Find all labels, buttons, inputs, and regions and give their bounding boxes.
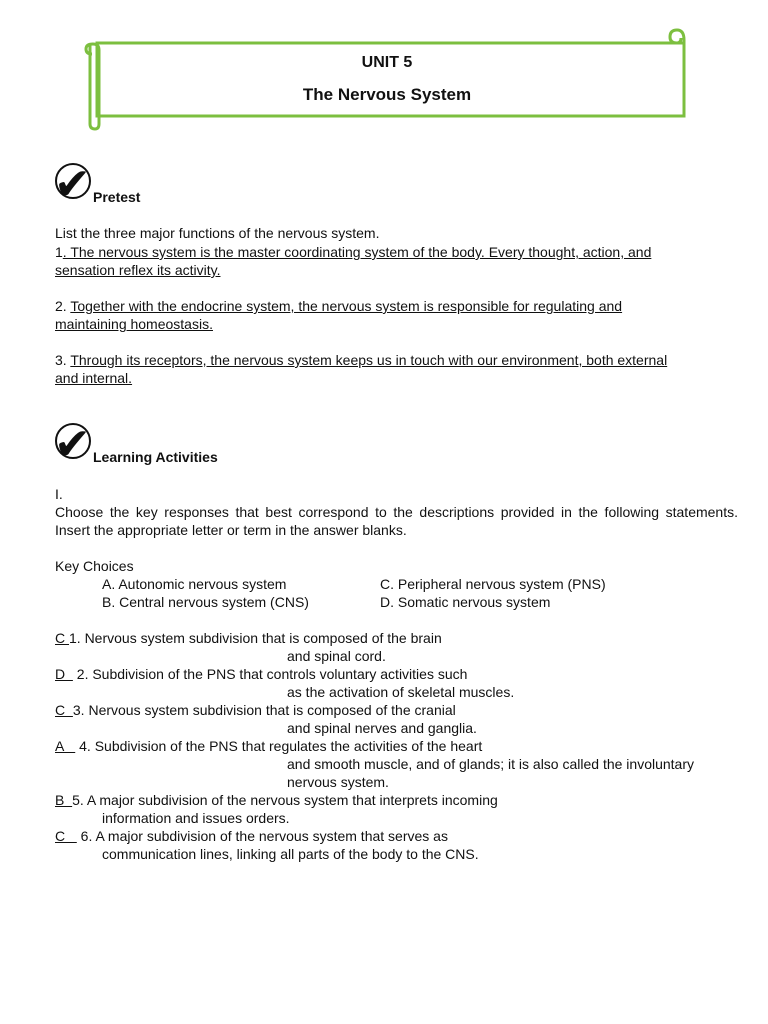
pretest-answer-2-cont: maintaining homeostasis. <box>55 316 213 332</box>
pretest-answer-3-cont: and internal. <box>55 370 133 386</box>
question-5: B 5. A major subdivision of the nervous system that interprets incoming <box>55 792 498 808</box>
question-2: D 2. Subdivision of the PNS that controls voluntary activities such <box>55 666 468 682</box>
choice-a: A. Autonomic nervous system <box>102 576 287 592</box>
unit-number: UNIT 5 <box>361 54 413 71</box>
question-3-cont: and spinal nerves and ganglia. <box>287 720 477 736</box>
choice-b: B. Central nervous system (CNS) <box>102 594 309 610</box>
instructions: Choose the key responses that best correspond to the descriptions provided in the following statements. Insert the appropriate letter or term in the answer blanks. <box>55 504 738 538</box>
question-6-cont: communication lines, linking all parts of the body to the CNS. <box>102 846 479 862</box>
scroll-banner <box>0 0 768 160</box>
question-4-cont: nervous system. <box>287 774 389 790</box>
pretest-answer-3: 3. Through its receptors, the nervous system keeps us in touch with our environment, both external <box>55 352 668 368</box>
question-3: C 3. Nervous system subdivision that is composed of the cranial <box>55 702 456 718</box>
question-6: C 6. A major subdivision of the nervous system that serves as <box>55 828 448 844</box>
question-2-cont: as the activation of skeletal muscles. <box>287 684 515 700</box>
pretest-answer-1-cont: sensation reflex its activity. <box>55 262 221 278</box>
check-circle <box>55 163 91 199</box>
answer-blank[interactable]: C <box>55 828 77 844</box>
section-number: I. <box>55 486 63 502</box>
unit-title: The Nervous System <box>302 85 472 104</box>
checkmark-icon: ✔ <box>54 159 91 210</box>
key-choices-title: Key Choices <box>55 558 134 574</box>
pretest-heading: Pretest <box>93 189 141 205</box>
question-1: C 1. Nervous system subdivision that is composed of the brain <box>55 630 442 646</box>
check-circle <box>55 423 91 459</box>
checkmark-icon: ✔ <box>54 419 91 470</box>
banner-frame <box>86 30 684 129</box>
answer-blank[interactable]: C <box>55 630 69 646</box>
answer-blank[interactable]: A <box>55 738 76 754</box>
pretest-answer-1: 1. The nervous system is the master coordinating system of the body. Every thought, action, and <box>55 244 652 260</box>
answer-blank[interactable]: D <box>55 666 73 682</box>
question-4-cont: and smooth muscle, and of glands; it is also called the involuntary <box>287 756 695 772</box>
learning-heading: Learning Activities <box>93 449 218 465</box>
pretest-answer-2: 2. Together with the endocrine system, the nervous system is responsible for regulating and <box>55 298 623 314</box>
choice-c: C. Peripheral nervous system (PNS) <box>380 576 606 592</box>
pretest-prompt: List the three major functions of the nervous system. <box>55 225 380 241</box>
question-4: A 4. Subdivision of the PNS that regulates the activities of the heart <box>55 738 483 754</box>
choice-d: D. Somatic nervous system <box>380 594 551 610</box>
answer-blank[interactable]: C <box>55 702 73 718</box>
answer-blank[interactable]: B <box>55 792 73 808</box>
question-1-cont: and spinal cord. <box>287 648 386 664</box>
question-5-cont: information and issues orders. <box>102 810 290 826</box>
